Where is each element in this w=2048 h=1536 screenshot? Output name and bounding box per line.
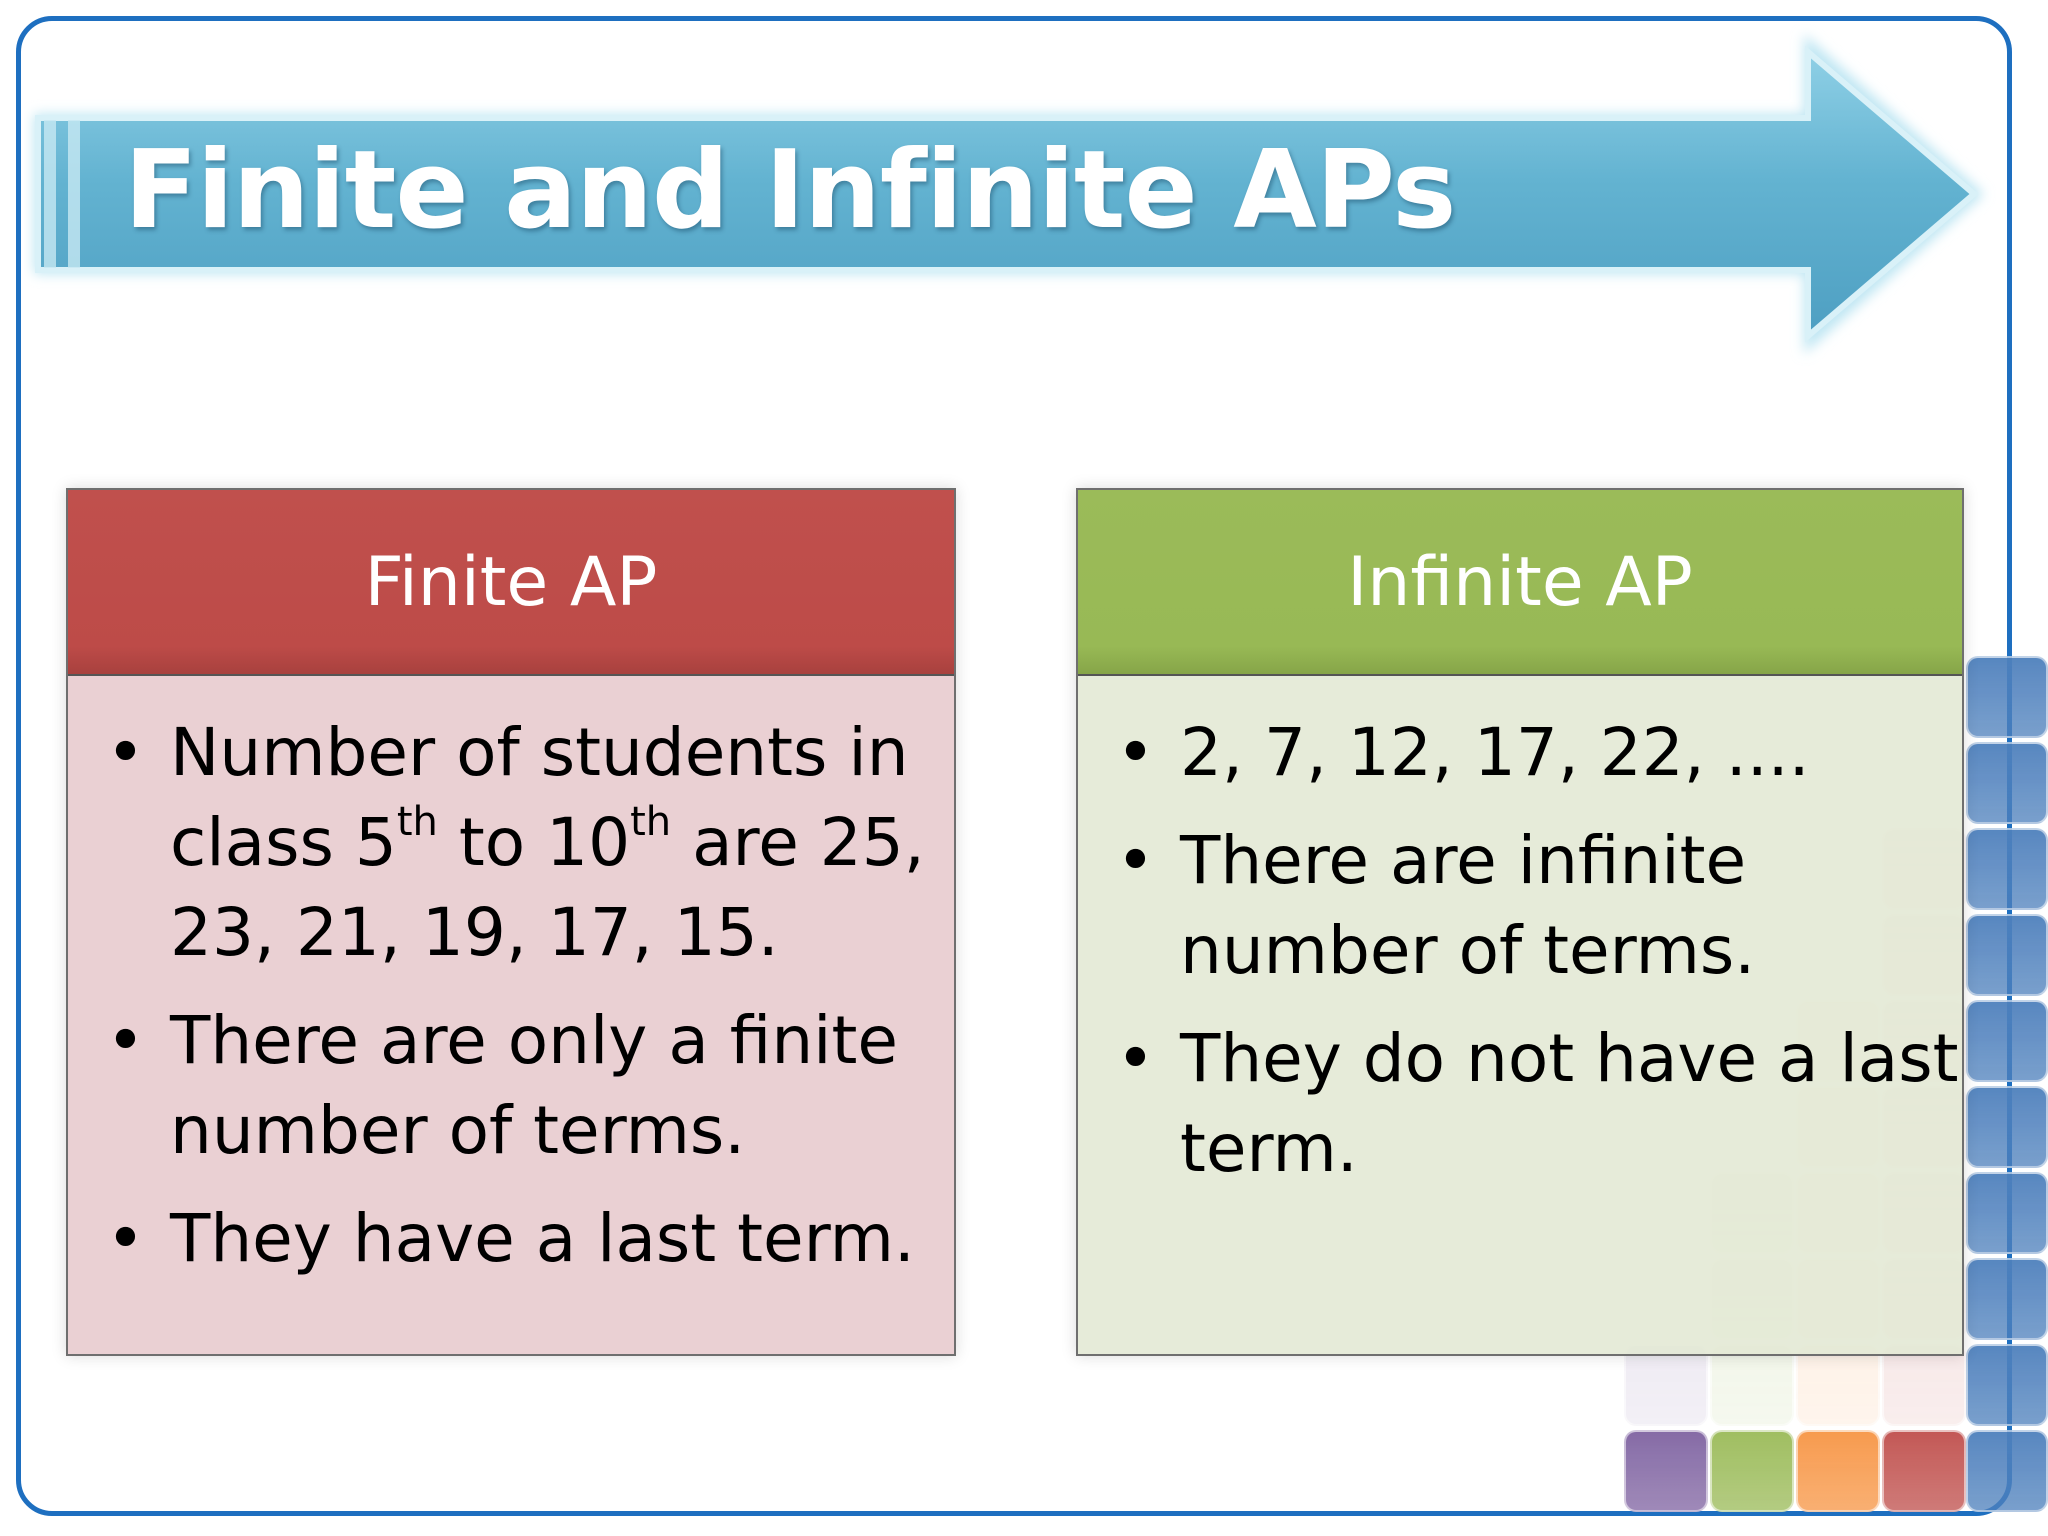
infinite-bullet-example: • 2, 7, 12, 17, 22, ....	[1078, 708, 1962, 798]
infinite-ap-bullets	[1078, 676, 1962, 1194]
finite-bullet-example: • Number of students in class 5th to 10th are 25, 23, 21, 19, 17, 15.	[68, 708, 954, 978]
finite-bullet-terms: • There are only a finite number of terms.	[68, 996, 954, 1176]
infinite-bullet-terms: • There are infinite number of terms.	[1078, 816, 1962, 996]
slide-title: Finite and Infinite APs	[124, 128, 1456, 253]
finite-bullet-last-term: • They have a last term.	[68, 1194, 954, 1284]
finite-ap-bullets	[68, 676, 954, 1284]
infinite-ap-heading: Infinite AP	[1078, 490, 1962, 676]
infinite-ap-panel	[1076, 488, 1964, 1356]
finite-ap-panel	[66, 488, 956, 1356]
finite-ap-heading: Finite AP	[68, 490, 954, 676]
infinite-bullet-last-term: • They do not have a last term.	[1078, 1014, 1962, 1194]
